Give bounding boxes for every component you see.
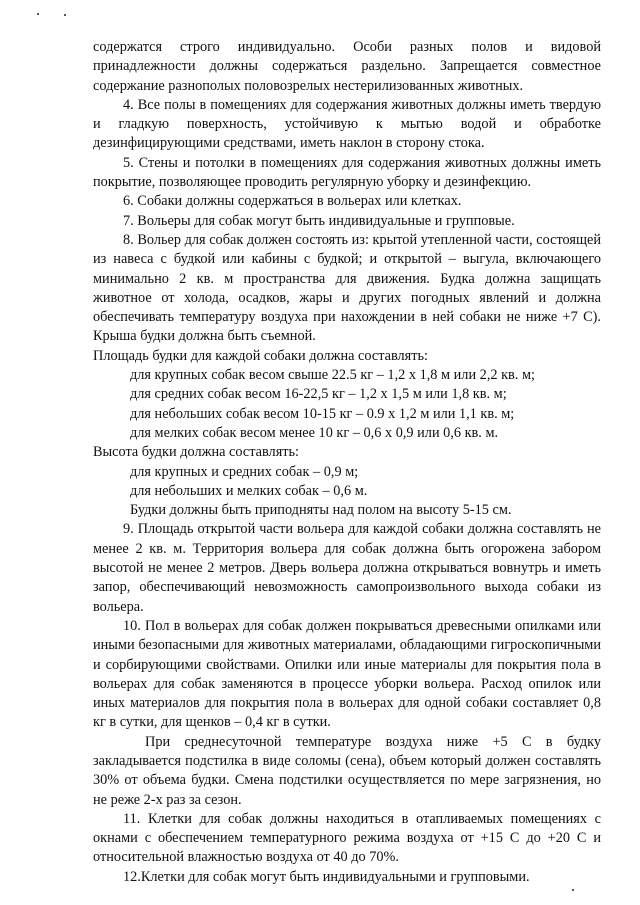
list-item-large-dogs: для крупных собак весом свыше 22.5 кг – 1,2 х 1,8 м или 2,2 кв. м; — [130, 367, 535, 384]
document-body — [93, 38, 601, 887]
paragraph-item-11: 11. Клетки для собак должны находиться в отапливаемых помещениях с окнами с обеспечением температурного режима воздуха от +15 С до +20 С и относительной влажностью воздуха от 40 до 70%. — [93, 810, 601, 866]
scan-speck — [572, 889, 574, 891]
list-item-small-dogs: для небольших собак весом 10-15 кг – 0.9 х 1,2 м или 1,1 кв. м; — [130, 405, 515, 422]
list-item-tiny-dogs: для мелких собак весом менее 10 кг – 0,6 х 0,9 или 0,6 кв. м. — [130, 424, 499, 441]
list-item-medium-dogs: для средних собак весом 16-22,5 кг – 1,2 х 1,5 м или 1,8 кв. м; — [130, 386, 507, 403]
paragraph-bedding: При среднесуточной температуре воздуха ниже +5 С в будку закладывается подстилка в виде соломы (сена), объем который должен составлять 30% от объема будки. Смена подстилки осуществляется по мере загрязнения, но не реже 2-х раз за сезон. — [93, 733, 601, 808]
paragraph-house-area-heading: Площадь будки для каждой собаки должна составлять: — [93, 347, 428, 364]
paragraph-item-12: 12.Клетки для собак могут быть индивидуальными и групповыми. — [123, 868, 530, 885]
paragraph-house-height-heading: Высота будки должна составлять: — [93, 444, 300, 461]
paragraph-continuation: содержатся строго индивидуально. Особи разных полов и видовой принадлежности должны содержаться раздельно. Запрещается совместное содержание разнополых половозрелых нестерилизованных животных. — [93, 39, 601, 94]
paragraph-item-9: 9. Площадь открытой части вольера для каждой собаки должна составлять не менее 2 кв. м. Территория вольера для собак должна быть огорожена забором высотой не менее 2 метров. Дверь вольера должна открываться вовнутрь и иметь запор, обеспечивающий невозможность самопроизвольного выхода собаки из вольера. — [93, 521, 601, 615]
paragraph-item-4: 4. Все полы в помещениях для содержания животных должны иметь твердую и гладкую поверхность, устойчивую к мытью водой и обработке дезинфицирующими средствами, иметь наклон в сторону стока. — [93, 96, 601, 152]
paragraph-item-10: 10. Пол в вольерах для собак должен покрываться древесными опилками или иными безопасными для животных материалами, обладающими гигроскопичными и сорбирующими свойствами. Опилки или иные материалы для покрытия пола в вольерах для собак заменяются в процессе уборки вольера. Расход опилок или иных материалов для покрытия пола в вольерах для одной собаки составляет 0,8 кг в сутки, для щенков – 0,4 кг в сутки. — [93, 617, 601, 731]
list-item-height-large: для крупных и средних собак – 0,9 м; — [130, 463, 359, 480]
paragraph-item-6: 6. Собаки должны содержаться в вольерах или клетках. — [123, 193, 462, 210]
paragraph-item-5: 5. Стены и потолки в помещениях для содержания животных должны иметь покрытие, позволяющее проводить регулярную уборку и дезинфекцию. — [93, 154, 601, 191]
list-item-height-small: для небольших и мелких собак – 0,6 м. — [130, 482, 368, 499]
scan-speck — [64, 14, 66, 16]
paragraph-item-8: 8. Вольер для собак должен состоять из: крытой утепленной части, состоящей из навеса с будкой или кабины с будкой; и открытой – выгула, включающего минимально 2 кв. м пространства для движения. Будка должна защищать животное от холода, осадков, жары и других погодных явлений и должна обеспечивать температуру воздуха при нахождении в ней собаки не ниже +7 С). Крыша будки должна быть съемной. — [93, 231, 601, 345]
paragraph-item-7: 7. Вольеры для собак могут быть индивидуальные и групповые. — [123, 212, 515, 229]
scan-speck — [37, 13, 39, 15]
list-item-raised: Будки должны быть приподняты над полом на высоту 5-15 см. — [130, 502, 512, 519]
